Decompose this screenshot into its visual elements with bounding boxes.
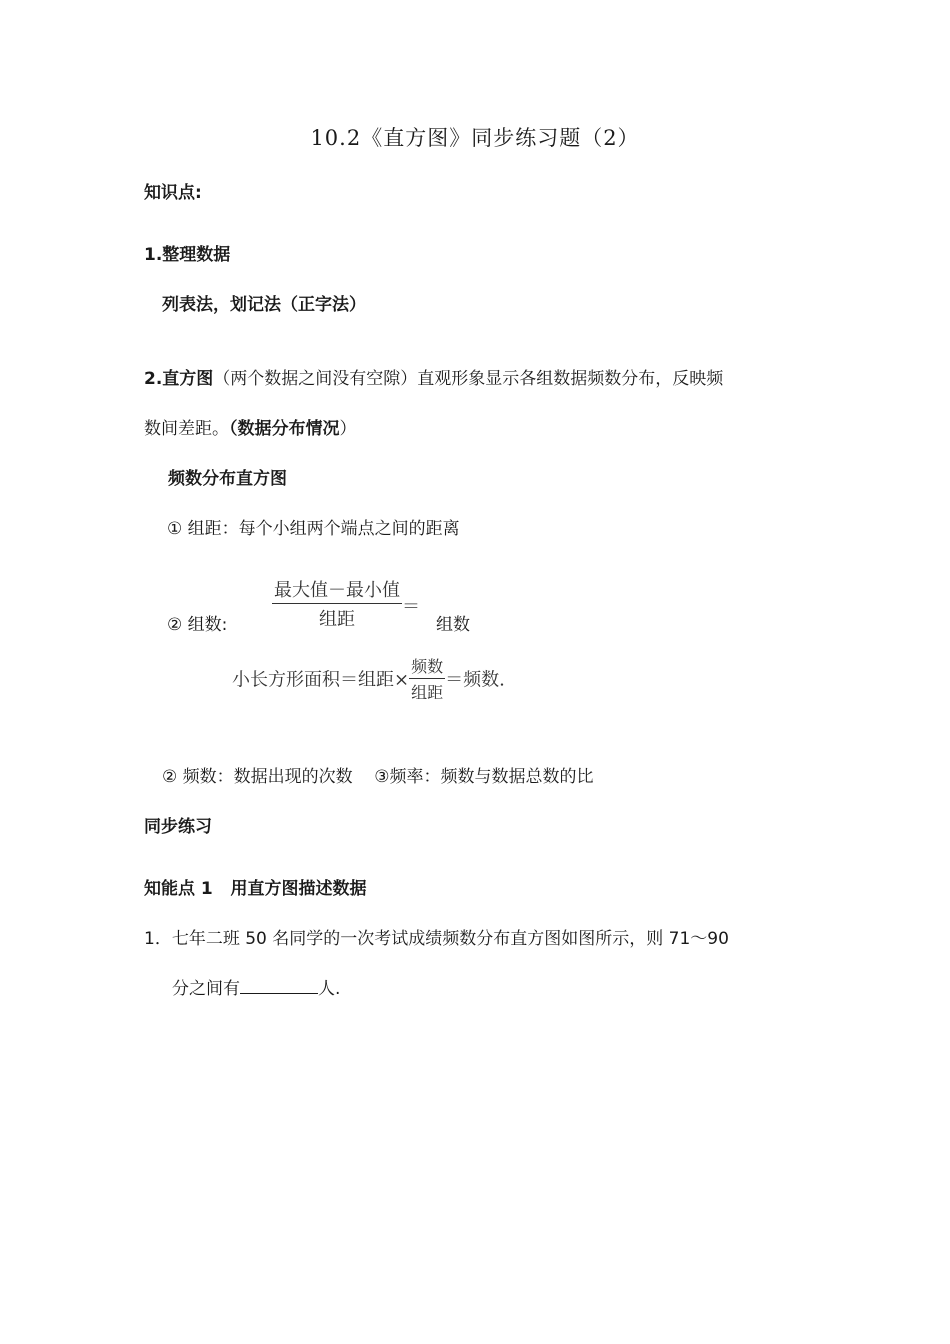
knowledge-heading: 知识点: [144,183,202,203]
area-formula-left: 小长方形面积＝组距× [232,669,410,691]
equals-sign: ＝ [402,596,420,618]
item2-close-paren: ） [339,419,357,439]
practice-heading: 同步练习 [144,817,212,837]
item1-label: 1.整理数据 [144,245,231,265]
histogram-point3 [162,762,594,787]
question-1-text-b: 分之间有 [172,979,240,999]
item1-detail: 列表法，划记法（正字法） [162,295,366,315]
item2-label: 2.直方图 [144,369,214,389]
item2-line2 [144,414,357,439]
answer-blank[interactable] [240,975,318,994]
question-1-text-a: 七年二班 50 名同学的一次考试成绩频数分布直方图如图所示，则 71～90 [171,929,729,949]
question-1-number: 1． [144,929,172,949]
practice-point1: 知能点 1 用直方图描述数据 [144,879,367,899]
item2-text-a: （两个数据之间没有空隙）直观形象显示各组数据频数分布，反映频 [213,369,724,389]
point1-text: 组距：每个小组两个端点之间的距离 [187,519,460,539]
circled-three-marker: ③ [374,767,390,787]
circled-two-marker-2: ② [162,767,178,787]
item2-bold-note: （数据分布情况 [229,419,340,439]
circled-one-marker: ① [167,519,183,539]
point3-text: 频数：数据出现的次数 [182,767,353,787]
point2-label: 组数: [187,615,228,635]
histogram-point1 [167,514,460,539]
item2-line1 [144,364,723,389]
area-formula-right: ＝频数. [445,669,505,691]
question-1-line1 [144,924,729,949]
item2-text-b: 数间差距。 [144,419,229,439]
area-fraction-numerator: 频数 [409,654,445,679]
circled-two-marker: ② [167,615,183,635]
group-count-fraction [272,576,402,631]
histogram-point2-label [167,610,227,635]
area-formula [232,654,505,703]
area-fraction-denominator: 组距 [411,683,444,702]
point3-text2: 频率：频数与数据总数的比 [389,767,594,787]
page-title: 10.2《直方图》同步练习题（2） [310,126,640,150]
area-fraction [409,654,445,703]
fraction-denominator: 组距 [319,609,355,630]
group-count-result: 组数 [436,615,470,635]
question-1-text-c: 人. [318,979,341,999]
histogram-heading: 频数分布直方图 [168,469,287,489]
fraction-numerator: 最大值－最小值 [272,576,402,604]
group-count-formula [272,576,420,631]
question-1-line2 [172,974,340,999]
